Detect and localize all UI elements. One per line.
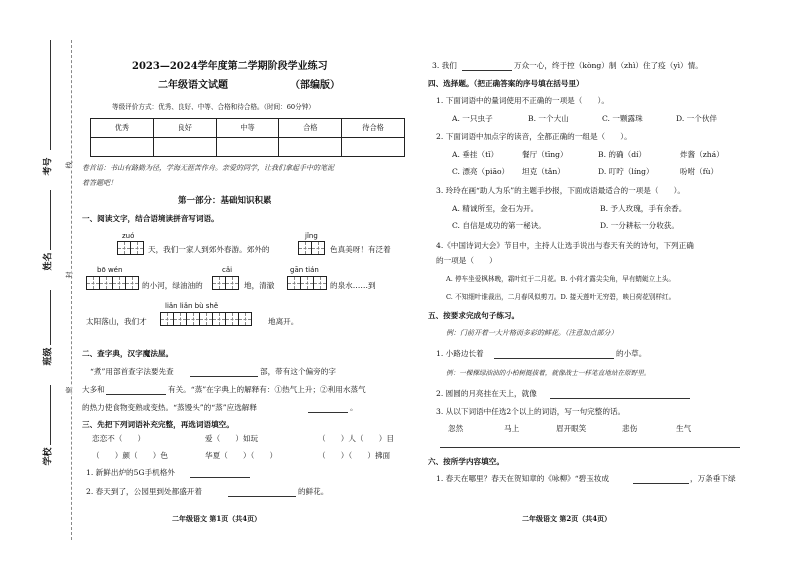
footer-right: 二年级语文 第2页（共4页）: [522, 514, 612, 523]
q5-example: 例：一棵棵绿油油的小柏树挺拔着，就像战士一样笔直地站在原野里。: [446, 369, 651, 377]
q1-grid-4[interactable]: [212, 276, 238, 290]
q5-item: 1. 小路边长着: [436, 349, 484, 358]
q3-blank[interactable]: [228, 496, 296, 497]
grade-header: 合格: [279, 119, 342, 138]
q1-text: 色真美呀！有泛着: [330, 245, 391, 254]
q1-grid-6[interactable]: [160, 312, 251, 326]
grade-header: 优秀: [91, 119, 154, 138]
binding-dashed-line: [71, 40, 72, 540]
grade-header: 良好: [153, 119, 216, 138]
q1-text: 的小河，绿油油的: [142, 281, 203, 290]
q3-idiom: （ ）（ ）拂面: [318, 451, 391, 460]
q1-grid-1[interactable]: [117, 241, 143, 255]
q4-option[interactable]: A. 停车坐爱枫林晚，霜叶红于二月花。B. 小荷才露尖尖角，早有蜻蜓立上头。: [446, 275, 675, 283]
q2-text: 的热力使食物变熟或变热。“蒸馒头”的“蒸”应选解释: [82, 403, 257, 412]
q4-option[interactable]: A. 精诚所至，金石为开。: [452, 204, 539, 213]
q1-text: 地离开。: [268, 317, 299, 326]
q4-title: 四、选择题。（把正确答案的序号填在括号里）: [428, 79, 584, 88]
grade-cell[interactable]: [279, 138, 342, 157]
q1-text: 太阳落山，我们才: [86, 317, 147, 326]
part1-title: 第一部分：基础知识积累: [178, 196, 272, 206]
q4-option[interactable]: C. 一颗露珠: [602, 114, 643, 123]
q3-blank[interactable]: [190, 477, 250, 478]
q2-text: 大多和: [82, 385, 105, 394]
q2-title: 二、查字典，汉字魔法屋。: [82, 349, 174, 358]
pinyin: cǎi: [222, 266, 233, 274]
q5-blank[interactable]: [494, 358, 614, 359]
q4-option[interactable]: D. 一个伙伴: [676, 114, 718, 123]
q6-title: 六、按所学内容填空。: [428, 457, 504, 466]
q5-title: 五、按要求完成句子练习。: [428, 311, 520, 320]
q4-option[interactable]: 吩咐（fù）: [680, 167, 719, 176]
q4-item: 3. 玲玲在画“助人为乐”的主题手抄报，下面成语最适合的一项是（ ）。: [436, 186, 686, 195]
label-xingming: 姓名: [43, 252, 54, 271]
q6-blank[interactable]: [633, 483, 689, 484]
q5-blank[interactable]: [550, 398, 690, 399]
q5-word: 悲伤: [622, 424, 638, 433]
q5-item: 的小草。: [616, 349, 647, 358]
q4-option[interactable]: A. 一只虫子: [452, 114, 493, 123]
q1-text: 的泉水……到: [330, 281, 376, 290]
pinyin: zuó: [122, 232, 135, 240]
q1-title: 一、阅读文字，结合语境读拼音写词语。: [82, 214, 219, 223]
pinyin: jǐng: [305, 232, 318, 240]
q6-item: ，万条垂下绿: [690, 474, 736, 483]
q5-item: 2. 圆圆的月亮挂在天上，就像: [436, 389, 537, 398]
q3-title: 三、先把下列词语补充完整，再选词语填空。: [82, 420, 234, 429]
label-xuexiao: 学校: [43, 447, 54, 466]
q1-grid-2[interactable]: [298, 241, 324, 255]
q6-item: 1. 春天在哪里？春天在贺知章的《咏柳》“碧玉妆成: [436, 474, 610, 483]
q2-blank[interactable]: [308, 412, 348, 413]
q3-sentence: 的鲜花。: [298, 487, 329, 496]
q4-option[interactable]: C. 漂亮（piāo）: [452, 167, 510, 176]
q4-option[interactable]: B. 一个大山: [528, 114, 569, 123]
q5-word: 生气: [676, 424, 692, 433]
q2-blank[interactable]: [190, 376, 258, 377]
motto-line2: 着答题吧！: [82, 179, 117, 187]
grade-cell[interactable]: [216, 138, 279, 157]
grade-header: 中等: [216, 119, 279, 138]
pinyin: liǎn liǎn bù shě: [165, 302, 219, 310]
q2-text: “煮”用部首查字法要先查: [90, 367, 174, 376]
q2-text: 有关。“蒸”在字典上的解释有：①热气上升；②利用水蒸气: [168, 385, 366, 394]
q3-idiom: （ ）人（ ）目: [318, 434, 394, 443]
exam-edition: （部编版）: [290, 80, 340, 91]
q1-text: 天，我们一家人到郊外春游。郊外的: [148, 245, 270, 254]
r-q3-text: 万众一心，终于控（kòng）制（zhì）住了疫（yì）情。: [514, 61, 703, 70]
q3-idiom: （ ）颜（ ）色: [92, 451, 168, 460]
q1-grid-3[interactable]: [86, 276, 138, 290]
grade-table: [90, 118, 405, 157]
q4-option[interactable]: D. 叮咛（líng）: [598, 167, 654, 176]
footer-left: 二年级语文 第1页（共4页）: [172, 514, 262, 523]
grade-cell[interactable]: [342, 138, 405, 157]
q3-idiom: 华夏（ ）（ ）: [205, 451, 278, 460]
r-q3-blank[interactable]: [462, 70, 512, 71]
grade-cell[interactable]: [153, 138, 216, 157]
q4-option[interactable]: B. 予人玫瑰，手有余香。: [600, 204, 687, 213]
q4-option[interactable]: C. 不知细叶谁裁出，二月春风似剪刀。D. 接天莲叶无穷碧，映日荷花别样红。: [446, 293, 676, 301]
q3-idiom: 恋恋不（ ）: [92, 434, 146, 443]
q5-example: 例：门前开着一大片格而多彩的鲜花。（注意加点部分）: [446, 329, 618, 337]
q2-blank[interactable]: [106, 394, 166, 395]
q4-item: 的一项是（ ）: [436, 256, 497, 265]
q3-idiom: 爱（ ）如玩: [205, 434, 259, 443]
q4-option[interactable]: B. 的确（dí）: [598, 150, 647, 159]
label-kaohao: 考号: [43, 157, 54, 176]
q5-word: 眉开眼笑: [556, 424, 587, 433]
q4-option[interactable]: C. 自信是成功的第一秘诀。: [452, 221, 546, 230]
grade-cell[interactable]: [91, 138, 154, 157]
eval-note: 等级评价方式：优秀、良好、中等、合格和待合格。（时间：60分钟）: [112, 103, 315, 111]
exam-title: 2023—2024学年度第二学期阶段学业练习: [132, 61, 328, 72]
margin-mi: 密: [65, 386, 74, 394]
q4-option[interactable]: 坦克（tǎn）: [522, 167, 565, 176]
q4-item: 4.《中国诗词大会》节目中，主持人让选手说出与春天有关的诗句，下列正确: [436, 241, 694, 250]
q4-item: 1. 下面词语中的量词使用不正确的一项是（ ）。: [436, 96, 609, 105]
label-banji: 班级: [43, 347, 54, 366]
q5-answer-line[interactable]: [440, 447, 740, 448]
q4-option[interactable]: 餐厅（tīng）: [522, 150, 568, 159]
pinyin: bō wén: [97, 266, 123, 274]
q5-word: 忽然: [448, 424, 464, 433]
q5-item: 3. 从以下词语中任选2个以上的词语，写一句完整的话。: [436, 407, 626, 416]
margin-xian: 线: [65, 161, 74, 169]
margin-feng: 封: [65, 271, 74, 279]
r-q3-text: 3. 我们: [432, 61, 457, 70]
pinyin: gān tián: [290, 266, 319, 274]
motto-line1: 卷首语：书山有路勤为径，学海无涯苦作舟。亲爱的同学，让我们拿起手中的笔泥: [82, 164, 334, 172]
q3-sentence: 1. 新鲜出炉的5G手机格外: [86, 468, 175, 477]
q1-text: 地，清澈: [244, 281, 275, 290]
q4-option[interactable]: A. 垂挂（tǐ）: [452, 150, 499, 159]
q4-item: 2. 下面词语中加点字的读音，全都正确的一组是（ ）。: [436, 132, 632, 141]
q2-text: 部，带有这个偏旁的字: [260, 367, 336, 376]
banji-line: [50, 290, 51, 345]
xuexiao-line: [50, 385, 51, 445]
kaohao-line: [50, 40, 51, 150]
q5-word: 马上: [504, 424, 520, 433]
q4-option[interactable]: 炸酱（zhá）: [680, 150, 724, 159]
q1-grid-5[interactable]: [287, 276, 326, 290]
q2-text: 。: [350, 403, 358, 412]
q3-sentence: 2. 春天到了，公园里到处都盛开着: [86, 487, 202, 496]
grade-header: 待合格: [342, 119, 405, 138]
exam-subtitle: 二年级语文试题: [158, 80, 228, 91]
q4-option[interactable]: D. 一分耕耘一分收获。: [600, 221, 679, 230]
xingming-line: [50, 190, 51, 250]
